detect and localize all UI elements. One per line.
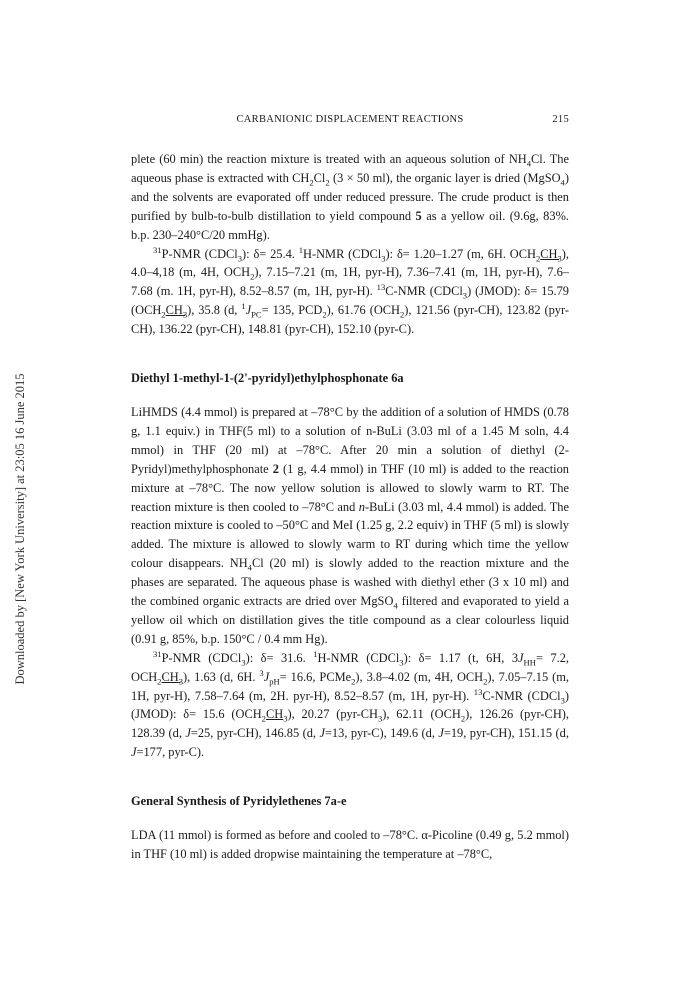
download-watermark: Downloaded by [New York University] at 23:05 16 June 2015 bbox=[13, 373, 27, 685]
paragraph-procedure-5: plete (60 min) the reaction mixture is treated with an aqueous solution of $NH_4Cl$. The aqueous phase is extracted with $CH_2Cl_2$ (3 × 50 ml), the organic layer is dried (MgSO$_4$) and the solvents are evaporated off under reduced pressure. The crude product is then purified by bulb-to-bulb distillation to yield compound 5 as a yellow oil. (9.6g, 83%. b.p. 230–240°C/20 mmHg). bbox=[131, 152, 569, 242]
page-number: 215 bbox=[552, 114, 569, 125]
running-head-title: CARBANIONIC DISPLACEMENT REACTIONS bbox=[236, 114, 464, 125]
heading-compound-6a: Diethyl 1-methyl-1-(2'-pyridyl)ethylphosphonate 6a bbox=[131, 371, 404, 386]
paragraph-nmr-5: $^{31}$P-NMR (CDCl$_3$): δ= 25.4. $^1$H-NMR (CDCl$_3$): δ= 1.20–1.27 (m, 6H. $OCH_2CH_3$), 4.0–4,18 (m, 4H, $OCH_2$), 7.15–7.21 (m, 1H, pyr-H), 7.36–7.41 (m, 1H, pyr-H), 7.6–7.68 (m. 1H, pyr-H), 8.52–8.57 (m, 1H, pyr-H). $^{13}$C-NMR (CDCl$_3$) (JMOD): δ= 15.79 $(OCH_2CH_3)$, 35.8 (d, $^1J_{PC}= 135$, $PCD_2$), 61.76 $(OCH_2)$, 121.56 (pyr-CH), 123.82 (pyr-CH), 136.22 (pyr-CH), 148.81 (pyr-CH), 152.10 (pyr-C). bbox=[131, 244, 570, 337]
running-head bbox=[131, 114, 569, 130]
heading-pyridylethenes: General Synthesis of Pyridylethenes 7a-e bbox=[131, 794, 347, 809]
article-body bbox=[131, 150, 569, 864]
paragraph-procedure-6a: LiHMDS (4.4 mmol) is prepared at –78°C by the addition of a solution of HMDS (0.78 g, 1.1 equiv.) in THF(5 ml) to a solution of n-BuLi (3.03 ml of a 1.45 M soln, 4.4 mmol) in THF (20 ml) at –78°C. After 20 min a solution of diethyl (2-Pyridyl)methylphosphonate 2 (1 g, 4.4 mmol) in THF (10 ml) is added to the reaction mixture at –78°C. The now yellow solution is allowed to slowly warm to RT. The reaction mixture is then cooled to –78°C and n-BuLi (3.03 ml, 4.4 mmol) is added. The reaction mixture is cooled to –50°C and MeI (1.25 g, 2.2 equiv) in THF (5 ml) is slowly added. The mixture is allowed to slowly warm to RT during which time the yellow colour disappears. $NH_4Cl$ (20 ml) is slowly added to the reaction mixture and the phases are separated. The aqueous phase is washed with diethyl ether (3 x 10 ml) and the combined organic extracts are dried over MgSO$_4$ filtered and evaporated to yield a yellow oil which on distillation gives the title compound as a clear colourless liquid (0.91 g, 85%, b.p. 150°C / 0.4 mm Hg). bbox=[131, 404, 569, 646]
paragraph-nmr-6a: $^{31}$P-NMR (CDCl$_3$): δ= 31.6. $^1$H-NMR (CDCl$_3$): δ= 1.17 (t, 6H, $3J_{HH}= 7.2$, $OCH_2CH_3$), 1.63 (d, 6H. $^3J_{pH}= 16.6$, PCMe$_2$), 3.8–4.02 (m, 4H, $OCH_2$), 7.05–7.15 (m, 1H, pyr-H), 7.58–7.64 (m, 2H. pyr-H), 8.52–8.57 (m, 1H, pyr-H). $^{13}$C-NMR (CDCl$_3$) (JMOD): δ= 15.6 $(OCH_2CH_3)$, 20.27 $(pyr-CH_3)$, 62.11 $(OCH_2)$, 126.26 (pyr-CH), 128.39 (d, J=25, pyr-CH), 146.85 (d, J=13, pyr-C), 149.6 (d, J=19, pyr-CH), 151.15 (d, J=177, pyr-C). bbox=[131, 648, 570, 760]
paragraph-procedure-7: LDA (11 mmol) is formed as before and cooled to –78°C. α-Picoline (0.49 g, 5.2 mmol) in THF (10 ml) is added dropwise maintaining the temperature at –78°C, bbox=[131, 828, 569, 861]
